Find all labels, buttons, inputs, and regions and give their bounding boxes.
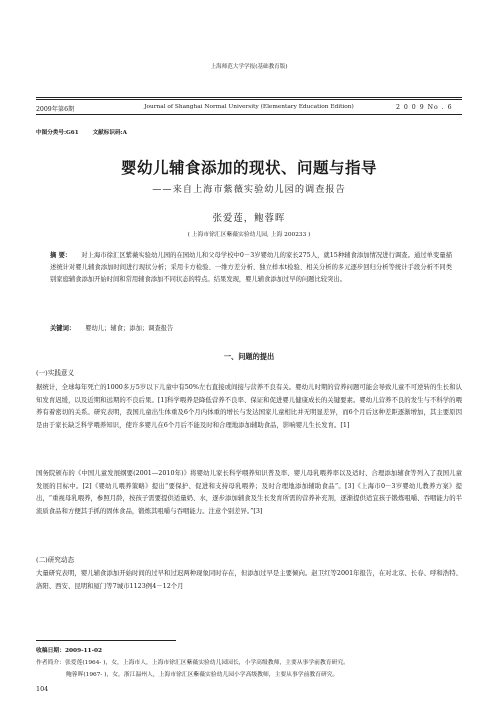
subsection-heading-research: (二)研究动态 xyxy=(36,556,75,564)
received-date: 收稿日期：2009-11-02 xyxy=(36,648,103,654)
body-paragraph-3: 大量研究表明，婴儿辅食添加开始时间的过早和过迟两种现象同时存在，但添加过早是主要倾向。赵卫红等2001年报告，在对北京、长春、呼和浩特、洛阳、西安、昆明和厦门等7城市1123例4－12个月 xyxy=(36,569,462,590)
keywords-text: 婴幼儿；辅食；添加；调查报告 xyxy=(85,325,174,332)
body-paragraph-1: 据统计，全球每年死亡的1000多万5岁以下儿童中有50%左右直接或间接与营养不良有关。婴幼儿时期的营养问题可能会导致儿童不可逆转的生长和认知发育迟缓，以及近期和远期的不良后果。[1]科学喂养是降低营养不良率、保证和促进婴儿健康成长的关键要素。婴幼儿营养不良的发生与不科学的喂养有着密切的关系。研究表明，我国儿童出生体重及6个月内体重的增长与发达国家儿童相比并无明显差异，而6个月后这种差距逐渐增加，其主要原因是由于家长缺乏科学喂养知识，使许多婴儿在6个月后不能及时和合理地添加辅助食品，影响婴儿生长发育。[1] xyxy=(36,383,462,429)
author-bio-2: 鲍蓉晖(1967- )，女，浙江温州人，上海市徐汇区紫薇实验幼儿园小学高级教师，主要从事学前教育研究。 xyxy=(66,672,339,678)
body-paragraph-2: 国务院颁布的《中国儿童发展纲要(2001—2010年)》将婴幼儿家长科学喂养知识普及率、婴儿母乳喂养率以及适时、合理添加辅食等列入了我国儿童发展的目标中。[2]《婴幼儿喂养策略》提出“要保护、促进和支持母乳喂养；及时合理地添加辅助食品”。[3]《上海市0－3岁婴幼儿教养方案》提出，“重视母乳喂养，参照月龄，按孩子需要提供适量奶、水，逐步添加辅食及生长发育所需的营养补充剂，逐渐提供适宜孩子锻炼咀嚼、吞咽能力的半流质食品和方便其手抓的固体食品，锻炼其咀嚼与吞咽能力。注意个别差异。”[3] xyxy=(36,469,462,515)
abstract-label: 摘 要： xyxy=(50,252,72,259)
classification-line xyxy=(36,128,139,136)
section-heading: 一、问题的提出 xyxy=(223,352,275,361)
keywords xyxy=(50,323,173,332)
footnote-rule xyxy=(36,640,176,641)
page-number: 104 xyxy=(36,685,49,693)
header-rule-bottom xyxy=(36,114,462,115)
header-rule-top-2 xyxy=(36,99,462,100)
journal-name-cn: 上海师范大学学报(基础教育版) xyxy=(210,64,288,70)
class-number: 中图分类号:G61 xyxy=(36,130,79,136)
author-affiliation: ( 上海市徐汇区紫薇实验幼儿园, 上海 200233 ) xyxy=(187,232,311,238)
abstract-text: 对上海市徐汇区紫薇实验幼儿园的在园幼儿和父母学校中0－3岁婴幼儿的家长275人，就15种辅食添加情况进行调查。通过单变量描述统计对婴儿辅食添加时间进行现状分析；采用卡方检验、一维方差分析、独立样本t检验、相关分析的多元逐步回归分析等统计手段分析不同类别家庭辅食添加开始时间和常用辅食添加不同状态的特点。结果发现，婴儿辅食添加过早的问题比较突出。 xyxy=(50,252,452,284)
issue-right: 2 0 0 9 No . 6 xyxy=(396,104,453,111)
abstract xyxy=(50,250,452,287)
issue-left: 2009年第6期 xyxy=(36,106,75,113)
article-title: 婴幼儿辅食添加的现状、问题与指导 xyxy=(120,158,377,177)
article-subtitle: ——来自上海市紫薇实验幼儿园的调查报告 xyxy=(152,184,346,195)
keywords-label: 关键词： xyxy=(50,325,76,332)
journal-name-en: Journal of Shanghai Normal University (Elementary Education Edition) xyxy=(144,104,354,110)
header-rule-top xyxy=(36,97,462,98)
document-code: 文献标识码:A xyxy=(92,130,127,136)
subsection-heading-practice: (一)实践意义 xyxy=(36,369,75,377)
article-authors: 张爱莲，鲍蓉晖 xyxy=(212,213,286,224)
author-bio-1: 作者简介：张爱莲(1964- )，女，上海市人，上海市徐汇区紫薇实验幼儿园园长，小学高级教师，主要从事学前教育研究。 xyxy=(36,660,349,666)
